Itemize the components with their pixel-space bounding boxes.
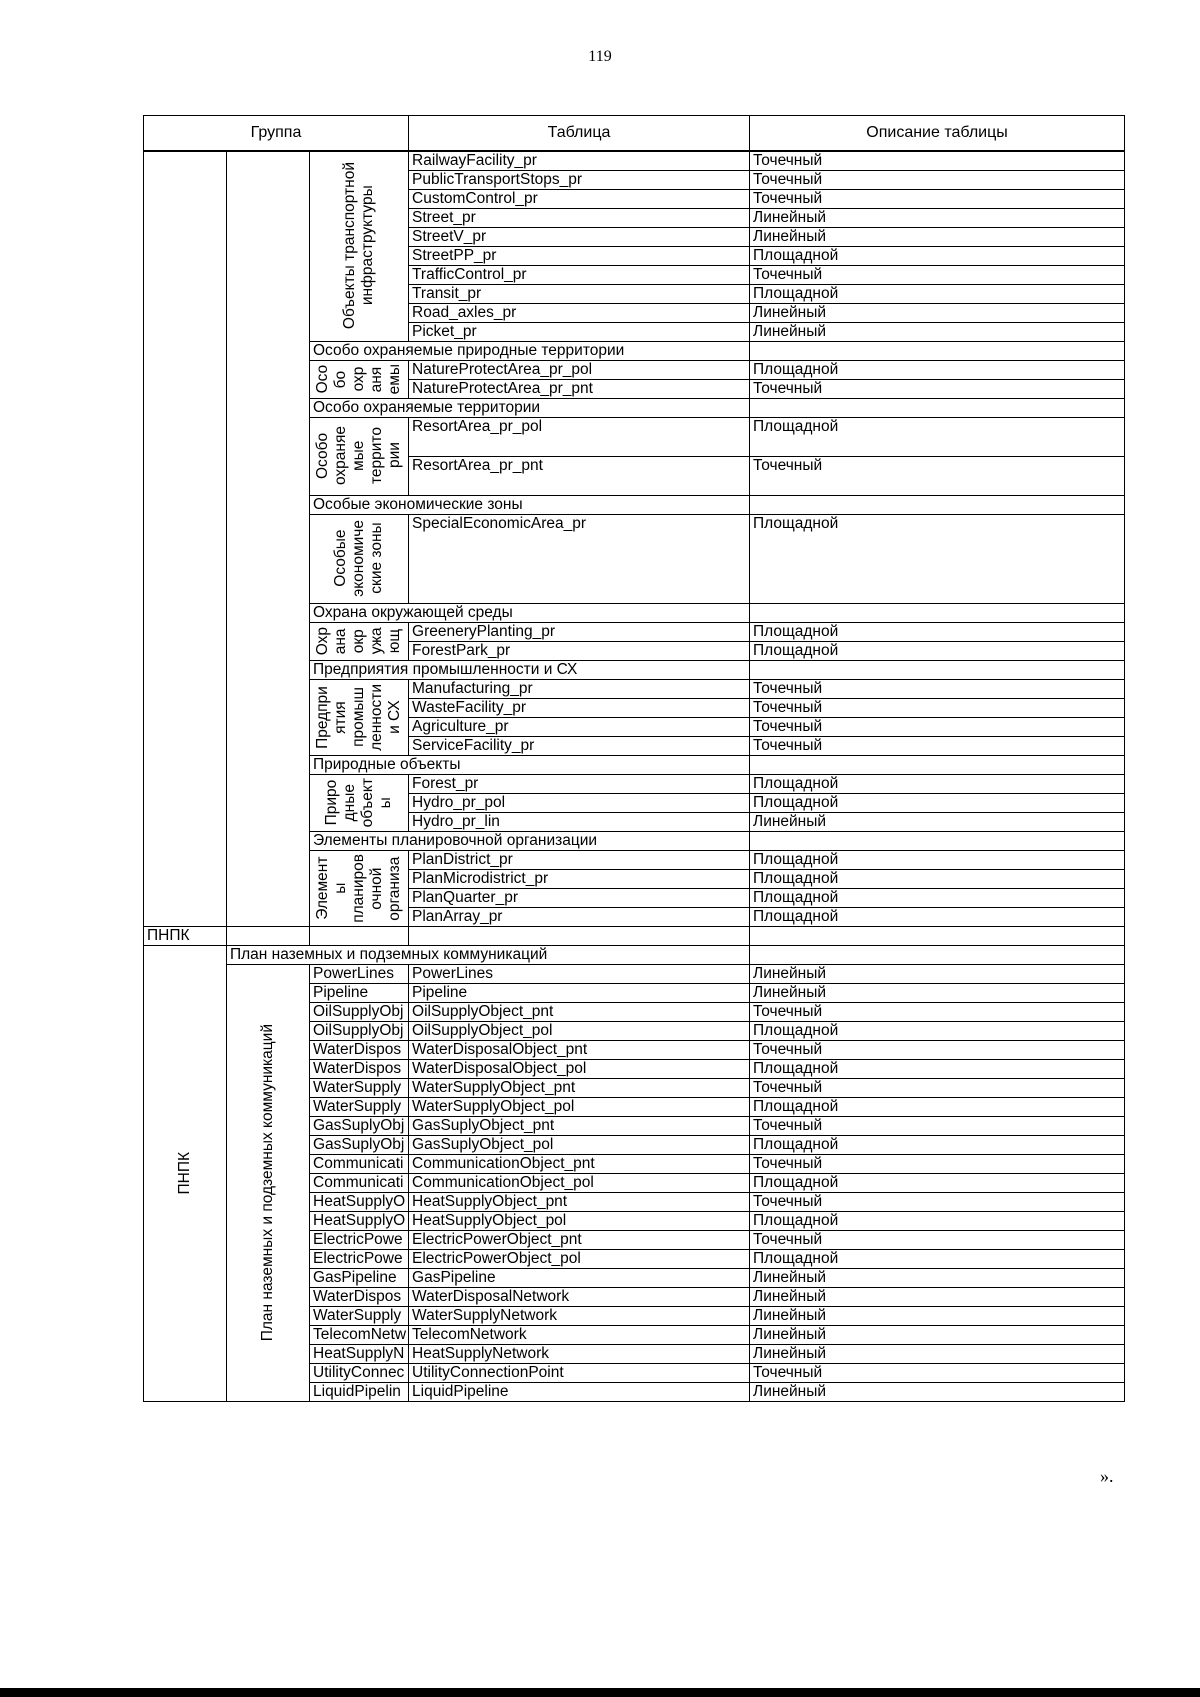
description-cell: Линейный [750,227,1125,246]
group-name-cell: PowerLines [310,964,409,983]
group-name-cell: UtilityConnec [310,1363,409,1382]
description-cell: Точечный [750,1363,1125,1382]
page-number: 119 [588,48,612,65]
table-header-row [144,116,1125,151]
section-heading: Предприятия промышленности и СХ [310,660,750,679]
table-name-cell: WaterSupplyObject_pol [409,1097,750,1116]
group-name-cell: ElectricPowe [310,1249,409,1268]
description-cell: Площадной [750,888,1125,907]
group-name-cell: WaterSupply [310,1078,409,1097]
description-cell: Точечный [750,456,1125,495]
subgroup-label-text: Особые экономиче ские зоны [332,520,385,597]
subgroup-label [310,622,409,660]
table-name-cell: Transit_pr [409,284,750,303]
description-cell: Площадной [750,1135,1125,1154]
section-heading: Природные объекты [310,755,750,774]
table-name-cell: StreetV_pr [409,227,750,246]
description-cell: Точечный [750,151,1125,171]
description-cell: Площадной [750,774,1125,793]
table-name-cell: PlanArray_pr [409,907,750,926]
description-cell [750,755,1125,774]
subgroup-label [310,360,409,398]
section-heading-row [144,945,1125,964]
description-cell [750,341,1125,360]
description-cell: Площадной [750,246,1125,265]
table-name-cell: StreetPP_pr [409,246,750,265]
description-cell: Точечный [750,1230,1125,1249]
description-cell: Площадной [750,907,1125,926]
table-name-cell: PlanQuarter_pr [409,888,750,907]
description-cell: Площадной [750,1173,1125,1192]
group-name-cell: GasSuplyObj [310,1135,409,1154]
section-heading: Особые экономические зоны [310,495,750,514]
table-name-cell: ForestPark_pr [409,641,750,660]
description-cell: Линейный [750,812,1125,831]
closing-mark: ». [1100,1466,1114,1486]
table-name-cell: WaterSupplyNetwork [409,1306,750,1325]
subgroup-transport [310,151,409,342]
description-cell: Линейный [750,1344,1125,1363]
description-cell: Линейный [750,964,1125,983]
table-name-cell: Street_pr [409,208,750,227]
data-table [143,115,1125,1402]
group-name-cell: WaterSupply [310,1097,409,1116]
table-row [144,151,1125,171]
table-name-cell: ElectricPowerObject_pol [409,1249,750,1268]
group-name-cell: OilSupplyObj [310,1021,409,1040]
table-name-cell: PublicTransportStops_pr [409,170,750,189]
subgroup-label-text: Особо охраняе мые террито рии [314,426,403,486]
description-cell: Площадной [750,869,1125,888]
group-name-cell: HeatSupplyO [310,1192,409,1211]
table-name-cell: NatureProtectArea_pr_pnt [409,379,750,398]
section-heading: Особо охраняемые природные территории [310,341,750,360]
table-name-cell: WasteFacility_pr [409,698,750,717]
description-cell: Линейный [750,322,1125,341]
group-name-cell: GasPipeline [310,1268,409,1287]
description-cell: Площадной [750,1097,1125,1116]
pnpk-row [144,926,1125,945]
table-body [144,151,1125,1402]
subgroup-cell [310,926,409,945]
subgroup-label-text: Предпри ятия промыш ленности и СХ [314,683,403,751]
table-name-cell: LiquidPipeline [409,1382,750,1401]
table-name-cell: GreeneryPlanting_pr [409,622,750,641]
header-group: Группа [144,116,409,151]
table-name-cell: ResortArea_pr_pnt [409,456,750,495]
description-cell: Точечный [750,170,1125,189]
description-cell: Линейный [750,1306,1125,1325]
subgroup-label [310,850,409,926]
table-name-cell: TelecomNetwork [409,1325,750,1344]
description-cell: Площадной [750,1211,1125,1230]
description-cell: Площадной [750,641,1125,660]
group-name-cell: WaterDispos [310,1059,409,1078]
pnpk-subgroup-label-text: План наземных и подземных коммуникаций [259,1023,276,1342]
pnpk-label: ПНПК [144,926,227,945]
table-name-cell: CommunicationObject_pnt [409,1154,750,1173]
subgroup-label-text: Элемент ы планиров очной организа [314,853,403,923]
table-name-cell: Pipeline [409,983,750,1002]
group-cell-inner [227,151,310,927]
section-heading: Особо охраняемые территории [310,398,750,417]
subgroup-label [310,514,409,603]
table-name-cell: PlanMicrodistrict_pr [409,869,750,888]
description-cell [750,495,1125,514]
group-name-cell: GasSuplyObj [310,1116,409,1135]
table-name-cell: HeatSupplyNetwork [409,1344,750,1363]
description-cell: Линейный [750,1287,1125,1306]
description-cell [750,926,1125,945]
table-name-cell [409,926,750,945]
table-name-cell: GasSuplyObject_pol [409,1135,750,1154]
description-cell: Линейный [750,983,1125,1002]
description-cell: Площадной [750,1249,1125,1268]
section-heading: Охрана окружающей среды [310,603,750,622]
group-name-cell: WaterDispos [310,1040,409,1059]
table-name-cell: PlanDistrict_pr [409,850,750,869]
description-cell: Линейный [750,1325,1125,1344]
table-name-cell: TrafficControl_pr [409,265,750,284]
subgroup-label-text: Охр ана окр ужа ющ [314,626,403,656]
section-heading: Элементы планировочной организации [310,831,750,850]
description-cell: Точечный [750,1154,1125,1173]
description-cell: Линейный [750,208,1125,227]
subgroup-label-text: Осо бо охр аня емы [314,363,403,395]
table-name-cell: WaterDisposalNetwork [409,1287,750,1306]
description-cell: Линейный [750,1268,1125,1287]
description-cell: Площадной [750,1021,1125,1040]
table-name-cell: OilSupplyObject_pol [409,1021,750,1040]
header-description: Описание таблицы [750,116,1125,151]
table-name-cell: ServiceFacility_pr [409,736,750,755]
table-name-cell: PowerLines [409,964,750,983]
pnpk-subgroup-label [227,964,310,1401]
group-name-cell: TelecomNetw [310,1325,409,1344]
table-name-cell: GasPipeline [409,1268,750,1287]
description-cell: Точечный [750,717,1125,736]
table-row [144,964,1125,983]
table-name-cell: UtilityConnectionPoint [409,1363,750,1382]
description-cell [750,398,1125,417]
group-name-cell: WaterDispos [310,1287,409,1306]
table-name-cell: Picket_pr [409,322,750,341]
group-name-cell: WaterSupply [310,1306,409,1325]
group-cell-inner [227,926,310,945]
description-cell: Точечный [750,1040,1125,1059]
group-cell-outer [144,151,227,927]
description-cell [750,831,1125,850]
table-name-cell: ElectricPowerObject_pnt [409,1230,750,1249]
table-name-cell: HeatSupplyObject_pnt [409,1192,750,1211]
subgroup-label-text: Приро дные объект ы [323,777,394,828]
group-name-cell: Communicati [310,1154,409,1173]
description-cell: Площадной [750,1059,1125,1078]
description-cell: Точечный [750,189,1125,208]
group-name-cell: HeatSupplyN [310,1344,409,1363]
subgroup-label [310,417,409,495]
pnpk-group-label [144,945,227,1401]
group-name-cell: OilSupplyObj [310,1002,409,1021]
description-cell [750,603,1125,622]
table-name-cell: NatureProtectArea_pr_pol [409,360,750,379]
table-name-cell: OilSupplyObject_pnt [409,1002,750,1021]
subgroup-label [310,774,409,831]
group-name-cell: HeatSupplyO [310,1211,409,1230]
group-name-cell: LiquidPipelin [310,1382,409,1401]
pnpk-group-label-text: ПНПК [176,1151,193,1195]
subgroup-label [310,679,409,755]
description-cell: Площадной [750,850,1125,869]
description-cell: Площадной [750,514,1125,603]
subgroup-transport-text: Объекты транспортной инфраструктуры [341,162,376,330]
table-name-cell: ResortArea_pr_pol [409,417,750,456]
description-cell: Точечный [750,736,1125,755]
section-heading: План наземных и подземных коммуникаций [227,945,750,964]
table-name-cell: GasSuplyObject_pnt [409,1116,750,1135]
description-cell: Площадной [750,793,1125,812]
table-name-cell: WaterDisposalObject_pol [409,1059,750,1078]
description-cell: Точечный [750,1078,1125,1097]
description-cell: Точечный [750,698,1125,717]
table-name-cell: RailwayFacility_pr [409,151,750,171]
bottom-rule [0,1688,1200,1697]
description-cell [750,660,1125,679]
description-cell: Линейный [750,1382,1125,1401]
table-name-cell: WaterDisposalObject_pnt [409,1040,750,1059]
table-name-cell: CommunicationObject_pol [409,1173,750,1192]
description-cell: Площадной [750,417,1125,456]
description-cell: Площадной [750,284,1125,303]
table-name-cell: Road_axles_pr [409,303,750,322]
description-cell: Площадной [750,622,1125,641]
description-cell: Точечный [750,265,1125,284]
table-name-cell: WaterSupplyObject_pnt [409,1078,750,1097]
description-cell: Точечный [750,379,1125,398]
group-name-cell: Pipeline [310,983,409,1002]
description-cell: Точечный [750,1192,1125,1211]
description-cell: Точечный [750,679,1125,698]
table-name-cell: CustomControl_pr [409,189,750,208]
description-cell: Точечный [750,1002,1125,1021]
table-name-cell: Hydro_pr_lin [409,812,750,831]
table-name-cell: Agriculture_pr [409,717,750,736]
description-cell: Точечный [750,1116,1125,1135]
table-name-cell: HeatSupplyObject_pol [409,1211,750,1230]
table-name-cell: Hydro_pr_pol [409,793,750,812]
description-cell [750,945,1125,964]
group-name-cell: ElectricPowe [310,1230,409,1249]
table-name-cell: Manufacturing_pr [409,679,750,698]
table-name-cell: Forest_pr [409,774,750,793]
header-table: Таблица [409,116,750,151]
description-cell: Площадной [750,360,1125,379]
description-cell: Линейный [750,303,1125,322]
table-name-cell: SpecialEconomicArea_pr [409,514,750,603]
group-name-cell: Communicati [310,1173,409,1192]
